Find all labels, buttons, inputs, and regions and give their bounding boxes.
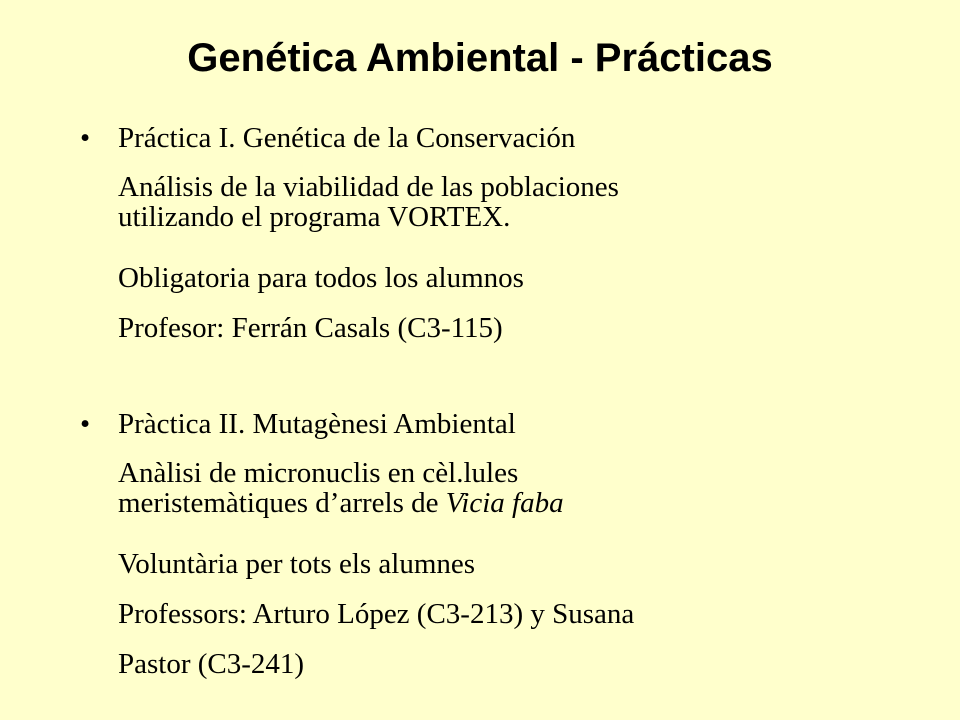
bullet-practice-1: •: [80, 122, 91, 154]
practice-1-heading: Práctica I. Genética de la Conservación: [118, 122, 576, 154]
practice-1-teacher: Profesor: Ferrán Casals (C3-115): [118, 312, 503, 344]
practice-2-description-line-1: Anàlisi de micronuclis en cèl.lules: [118, 457, 519, 489]
practice-2-teachers-line-1: Professors: Arturo López (C3-213) y Susana: [118, 598, 635, 630]
practice-2-heading: Pràctica II. Mutagènesi Ambiental: [118, 408, 516, 440]
bullet-practice-2: •: [80, 408, 91, 440]
species-name: Vicia faba: [445, 487, 564, 519]
slide-title: Genética Ambiental - Prácticas: [187, 36, 773, 80]
practice-1-attendance: Obligatoria para todos los alumnos: [118, 262, 524, 294]
practice-1-description-line-2: utilizando el programa VORTEX.: [118, 201, 511, 233]
practice-1-description-line-1: Análisis de la viabilidad de las poblaciones: [118, 171, 619, 203]
practice-2-description: [118, 458, 938, 518]
practice-2-description-line-2: [118, 488, 938, 518]
practice-1-description: [118, 172, 938, 232]
practice-2-description-line-2-text: meristemàtiques d’arrels de: [118, 487, 446, 519]
practice-2-attendance: Voluntària per tots els alumnes: [118, 548, 476, 580]
practice-2-teachers-line-2: Pastor (C3-241): [118, 648, 305, 680]
